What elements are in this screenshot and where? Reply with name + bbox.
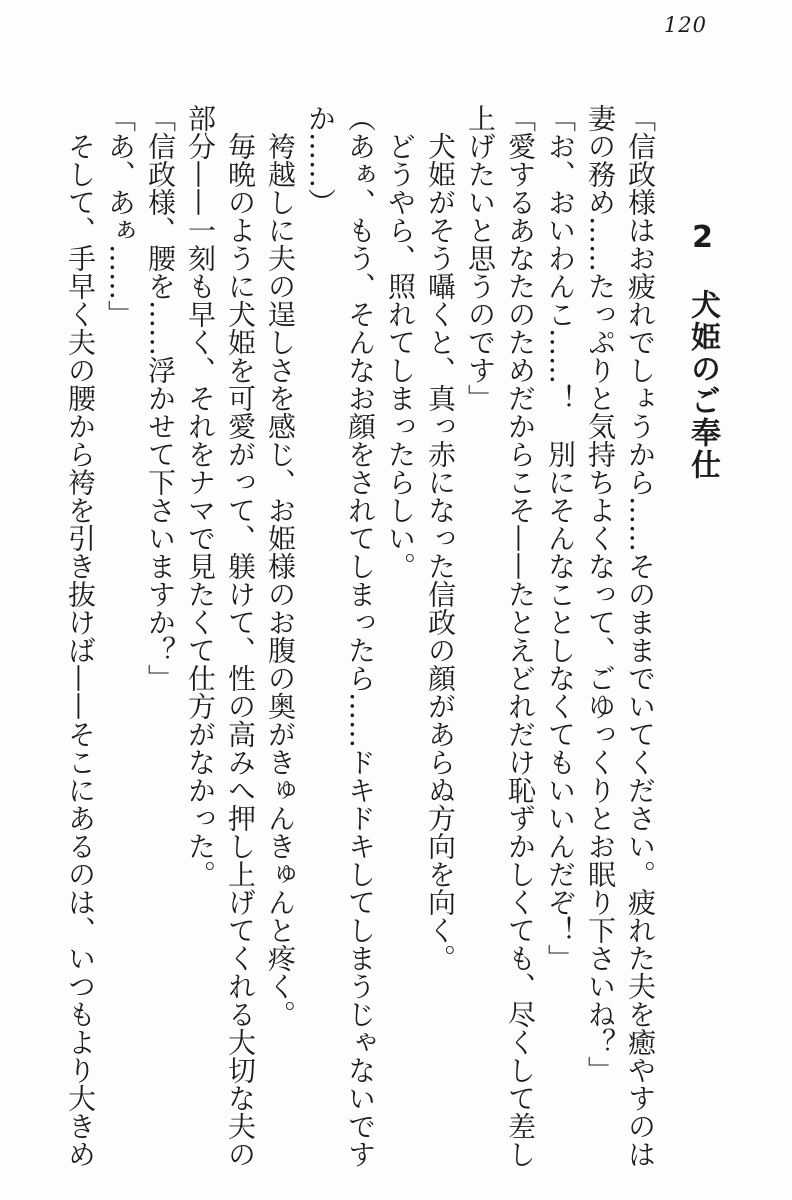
text-line: 妻の務め……たっぷりと気持ちよくなって、ごゆっくりとお眠り下さいね？」: [584, 104, 617, 1084]
body-text: [60, 104, 660, 1168]
text-line: か……）: [304, 104, 337, 216]
text-line: 部分——一刻も早く、それをナマで見たくて仕方がなかった。: [184, 104, 217, 888]
text-line: そして、手早く夫の腰から袴を引き抜けば——そこにあるのは、いつもより大きめ: [64, 132, 97, 1168]
text-line: 「信政様、腰を……浮かせて下さいますか？」: [144, 104, 177, 692]
text-line: 毎晩のように犬姫を可愛がって、躾けて、性の高みへ押し上げてくれる大切な夫の: [224, 132, 257, 1168]
text-line: 犬姫がそう囁くと、真っ赤になった信政の顔があらぬ方向を向く。: [424, 132, 457, 972]
text-line: 「お、おいわんこ……！ 別にそんなことしなくてもいいんだぞ！」: [544, 104, 577, 972]
text-line: 上げたいと思うのです」: [464, 104, 497, 412]
page-number: 120: [663, 13, 707, 37]
text-line: どうやら、照れてしまったらしい。: [384, 132, 417, 580]
chapter-title: 2 犬姫のご奉仕: [685, 220, 720, 481]
text-line: 「信政様はお疲れでしょうから……そのままでいてください。疲れた夫を癒やすのは: [624, 104, 657, 1168]
text-line: 「愛するあなたのためだからこそ——たとえどれだけ恥ずかしくても、尽くして差し: [504, 104, 537, 1168]
text-line: （あぁ、もう、そんなお顔をされてしまったら……ドキドキしてしまうじゃないです: [344, 104, 377, 1168]
text-line: 袴越しに夫の逞しさを感じ、お姫様のお腹の奥がきゅんきゅんと疼く。: [264, 132, 297, 1028]
text-line: 「あ、あぁ……」: [104, 104, 137, 328]
